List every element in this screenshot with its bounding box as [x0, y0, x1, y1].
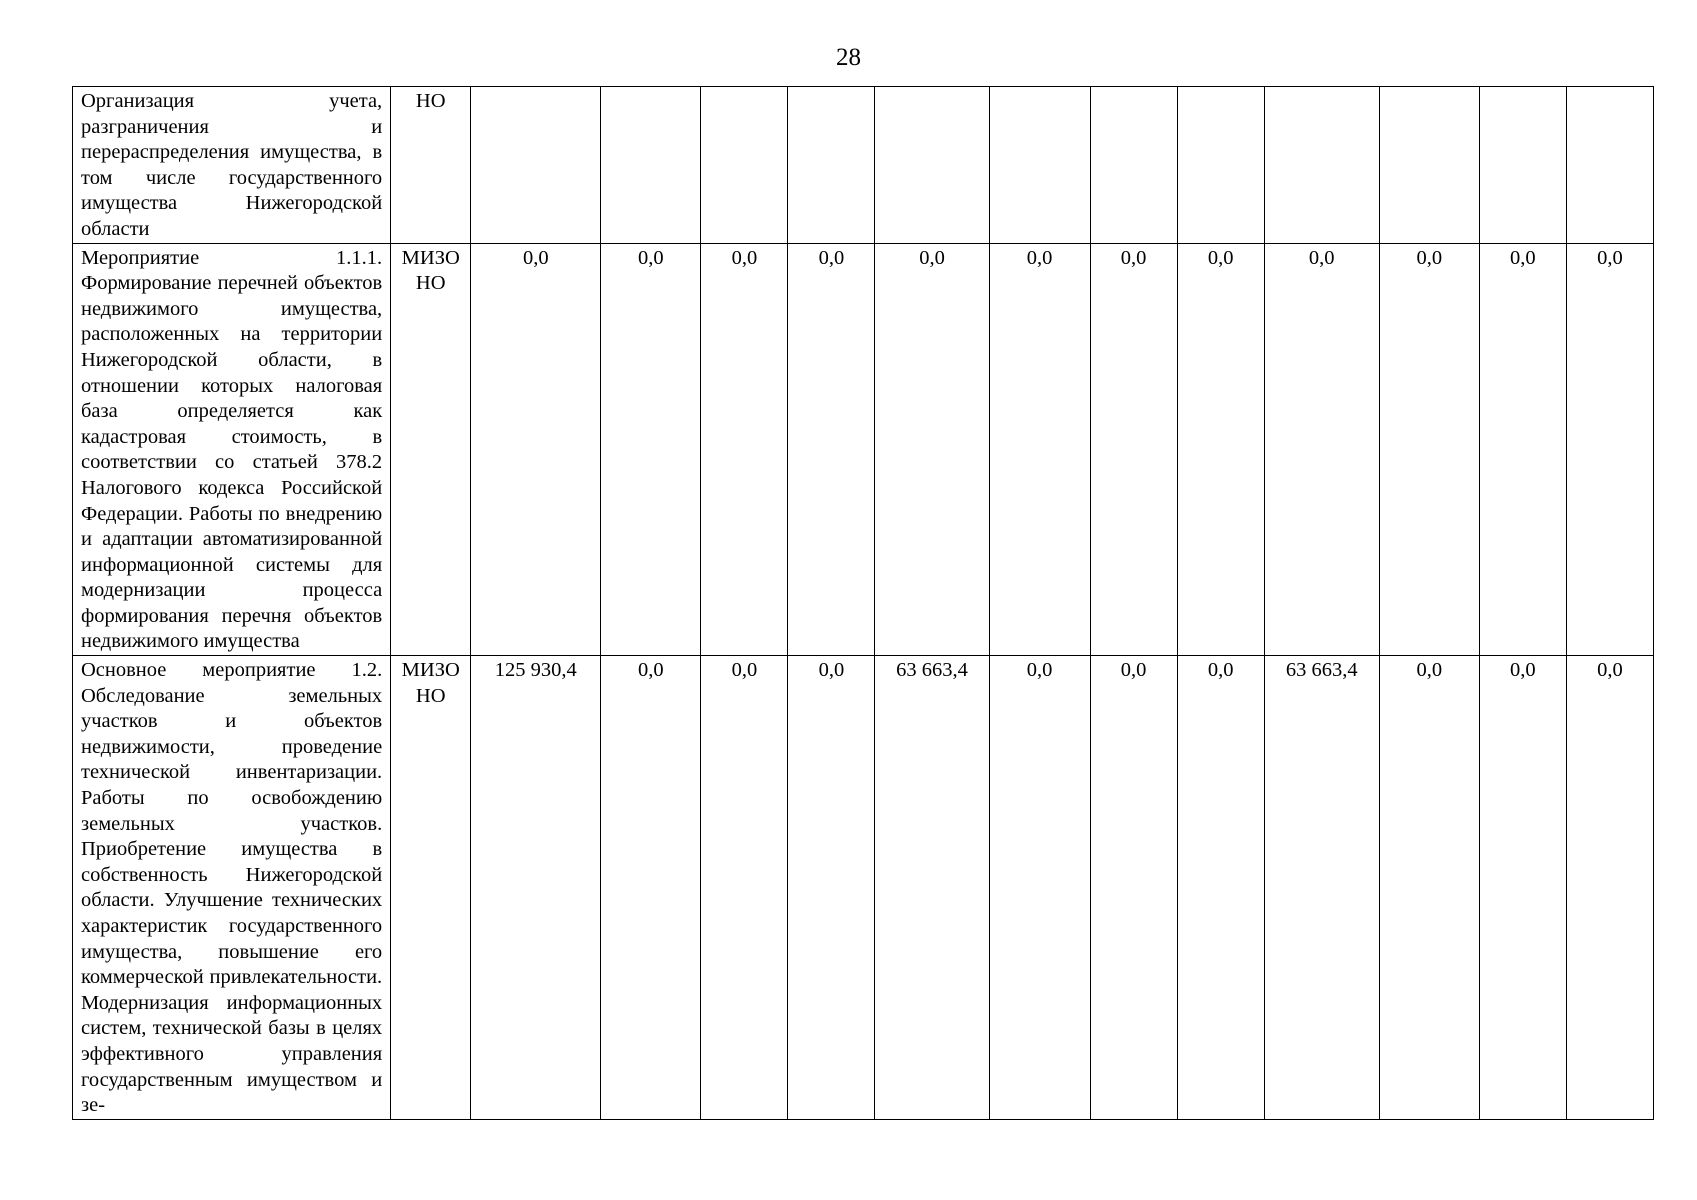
value-cell — [788, 87, 875, 244]
row-description: Основное мероприятие 1.2. Обследование земельных участков и объектов недвижимости, проведение технической инвентаризации. Работы по освобождению земельных участков. Приобретение имущества в собственность Нижегородской области. Улучшение технических характеристик государственного имущества, повышение его коммерческой привлекательности. Модернизация информационных систем, технической базы в целях эффективного управления государственным имуществом и зе- — [73, 656, 391, 1120]
value-cell: 0,0 — [601, 656, 701, 1120]
value-cell: 0,0 — [989, 243, 1090, 656]
value-cell: 0,0 — [788, 656, 875, 1120]
value-cell: 0,0 — [471, 243, 601, 656]
value-cell — [875, 87, 989, 244]
value-cell: 0,0 — [1479, 656, 1566, 1120]
value-cell: 0,0 — [1177, 656, 1264, 1120]
value-cell: 0,0 — [1177, 243, 1264, 656]
value-cell: 0,0 — [701, 243, 788, 656]
value-cell: 0,0 — [989, 656, 1090, 1120]
value-cell — [989, 87, 1090, 244]
value-cell — [1177, 87, 1264, 244]
table-row — [73, 656, 1654, 1120]
value-cell: 0,0 — [1566, 243, 1653, 656]
value-cell: 0,0 — [1090, 656, 1177, 1120]
value-cell: 0,0 — [1566, 656, 1653, 1120]
value-cell: 0,0 — [788, 243, 875, 656]
value-cell: 0,0 — [601, 243, 701, 656]
row-executor: МИЗО НО — [391, 243, 471, 656]
value-cell: 0,0 — [875, 243, 989, 656]
value-cell: 0,0 — [1379, 243, 1479, 656]
value-cell — [1264, 87, 1379, 244]
value-cell: 0,0 — [1479, 243, 1566, 656]
table-row — [73, 87, 1654, 244]
value-cell: 0,0 — [701, 656, 788, 1120]
value-cell: 0,0 — [1090, 243, 1177, 656]
page-number: 28 — [836, 44, 861, 71]
table-row — [73, 243, 1654, 656]
value-cell: 125 930,4 — [471, 656, 601, 1120]
value-cell: 0,0 — [1379, 656, 1479, 1120]
value-cell — [471, 87, 601, 244]
value-cell — [701, 87, 788, 244]
budget-table — [72, 86, 1654, 1120]
value-cell — [1090, 87, 1177, 244]
row-description: Мероприятие 1.1.1. Формирование перечней объектов недвижимого имущества, расположенных на территории Нижегородской области, в отношении которых налоговая база определяется как кадастровая стоимость, в соответствии со статьей 378.2 Налогового кодекса Российской Федерации. Работы по внедрению и адаптации автоматизированной информационной системы для модернизации процесса формирования перечня объектов недвижимого имущества — [73, 243, 391, 656]
row-executor: НО — [391, 87, 471, 244]
value-cell — [1379, 87, 1479, 244]
value-cell: 63 663,4 — [875, 656, 989, 1120]
value-cell — [1566, 87, 1653, 244]
row-description: Организация учета, разграничения и перераспределения имущества, в том числе государственного имущества Нижегородской области — [73, 87, 391, 244]
value-cell — [1479, 87, 1566, 244]
value-cell — [601, 87, 701, 244]
value-cell: 63 663,4 — [1264, 656, 1379, 1120]
row-executor: МИЗО НО — [391, 656, 471, 1120]
value-cell: 0,0 — [1264, 243, 1379, 656]
